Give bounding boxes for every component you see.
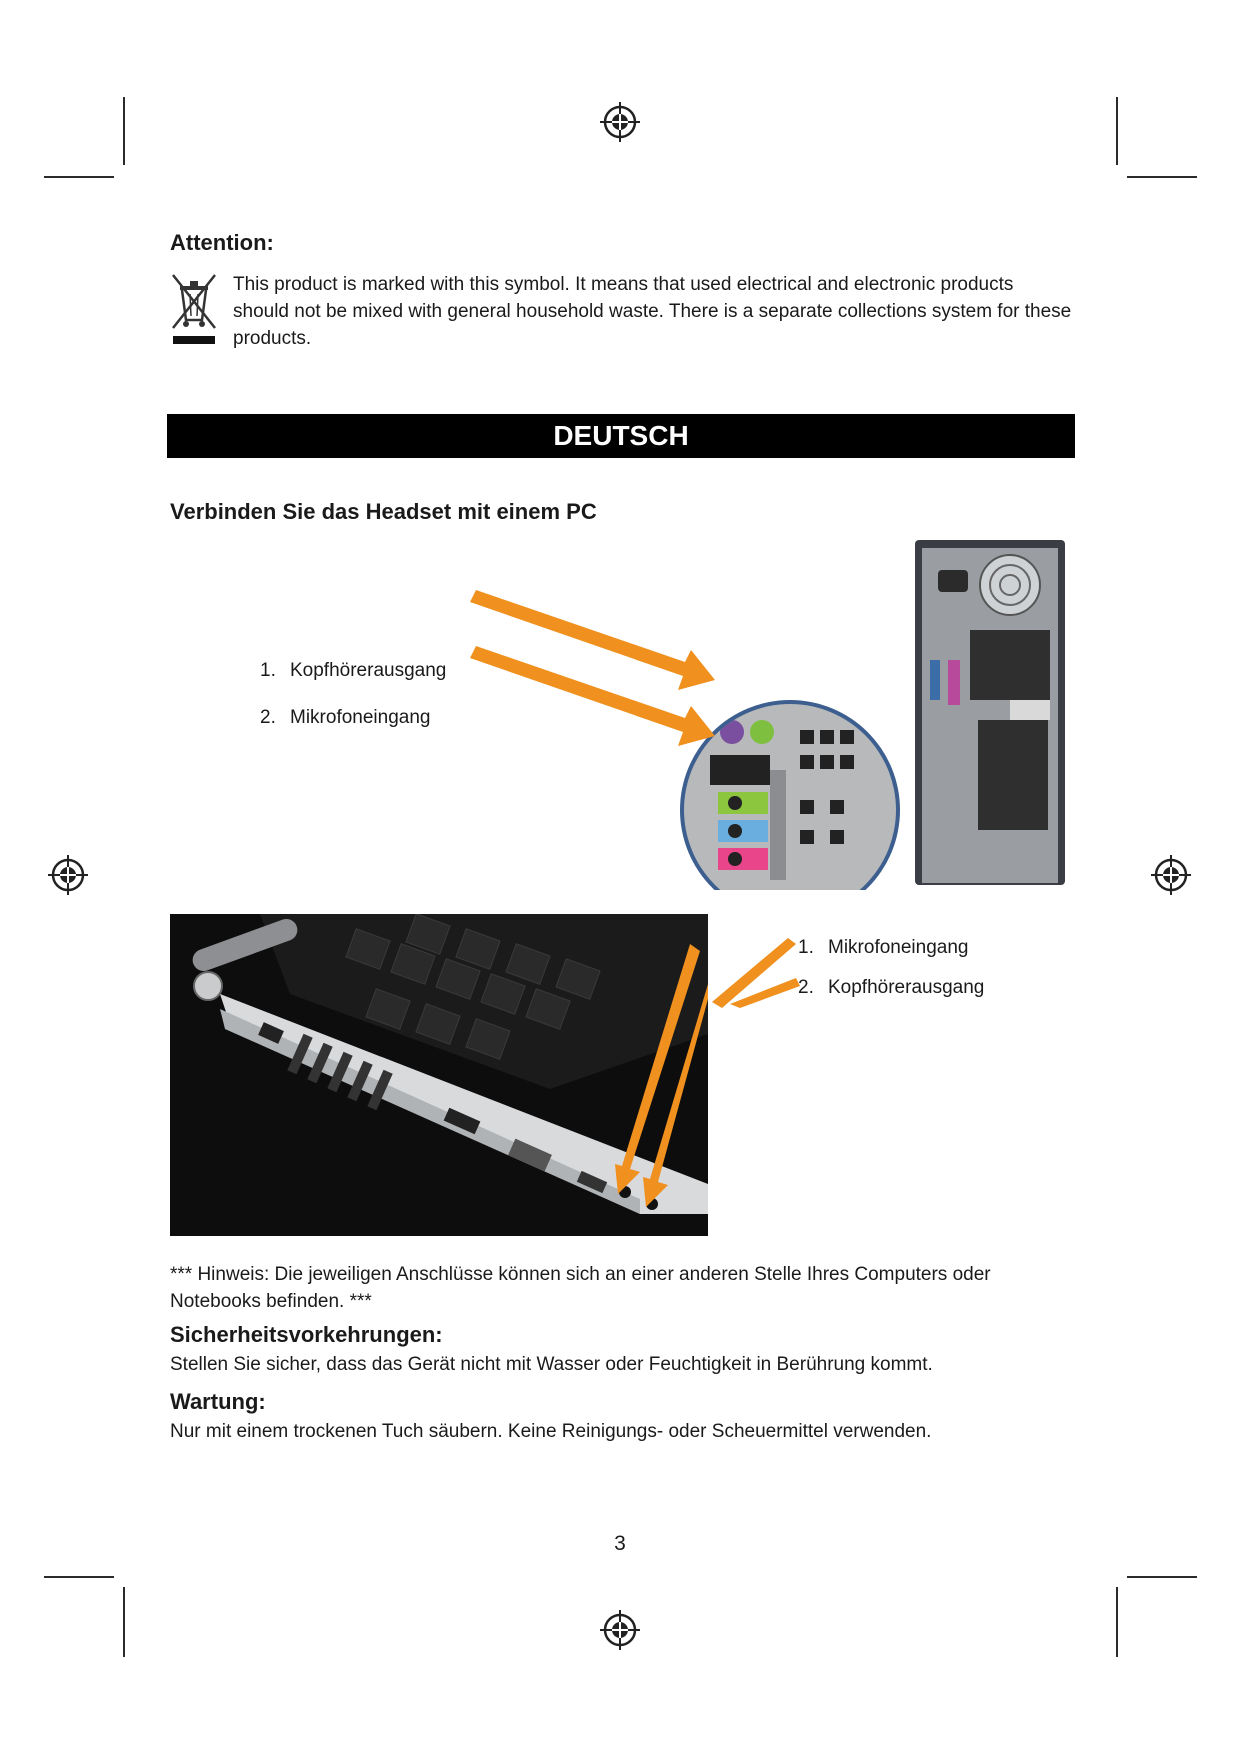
pc-label-microphone (260, 707, 430, 729)
language-banner: DEUTSCH (167, 414, 1075, 458)
attention-heading: Attention: (170, 230, 274, 255)
maintenance-heading: Wartung: (170, 1389, 266, 1414)
page-number: 3 (614, 1532, 626, 1555)
registration-mark-icon (598, 1608, 642, 1652)
registration-mark-icon (598, 100, 642, 144)
crop-mark (44, 1576, 114, 1578)
label-number: 1. (260, 660, 276, 681)
label-number: 2. (260, 707, 276, 728)
crop-mark (1127, 176, 1197, 178)
label-number: 1. (798, 937, 814, 958)
pc-label-headphone (260, 660, 446, 682)
crop-mark (1116, 97, 1118, 165)
connector-note: *** Hinweis: Die jeweiligen Anschlüsse können sich an einer anderen Stelle Ihres Computers oder Notebooks befinden. *** (170, 1264, 991, 1312)
safety-text: Stellen Sie sicher, dass das Gerät nicht mit Wasser oder Feuchtigkeit in Berührung kommt. (170, 1354, 933, 1375)
label-text: Mikrofoneingang (828, 937, 969, 958)
safety-heading: Sicherheitsvorkehrungen: (170, 1322, 443, 1347)
laptop-photo (170, 914, 708, 1236)
laptop-label-headphone (798, 977, 984, 999)
connect-heading: Verbinden Sie das Headset mit einem PC (170, 499, 597, 524)
label-text: Kopfhörerausgang (828, 977, 985, 998)
label-text: Kopfhörerausgang (290, 660, 447, 681)
crop-mark (1127, 1576, 1197, 1578)
crop-mark (123, 97, 125, 165)
label-number: 2. (798, 977, 814, 998)
label-text: Mikrofoneingang (290, 707, 431, 728)
laptop-arrow-extension (700, 938, 800, 1008)
laptop-label-microphone (798, 937, 968, 959)
crop-mark (123, 1587, 125, 1657)
weee-bin-icon (170, 272, 220, 350)
registration-mark-icon (1149, 853, 1193, 897)
crop-mark (44, 176, 114, 178)
attention-text: This product is marked with this symbol. It means that used electrical and electronic products should not be mixed with general household waste. There is a separate collections system for these products. (233, 274, 1072, 349)
maintenance-text: Nur mit einem trockenen Tuch säubern. Keine Reinigungs- oder Scheuermittel verwenden. (170, 1421, 932, 1442)
registration-mark-icon (46, 853, 90, 897)
pc-tower-photo (470, 540, 1070, 890)
crop-mark (1116, 1587, 1118, 1657)
